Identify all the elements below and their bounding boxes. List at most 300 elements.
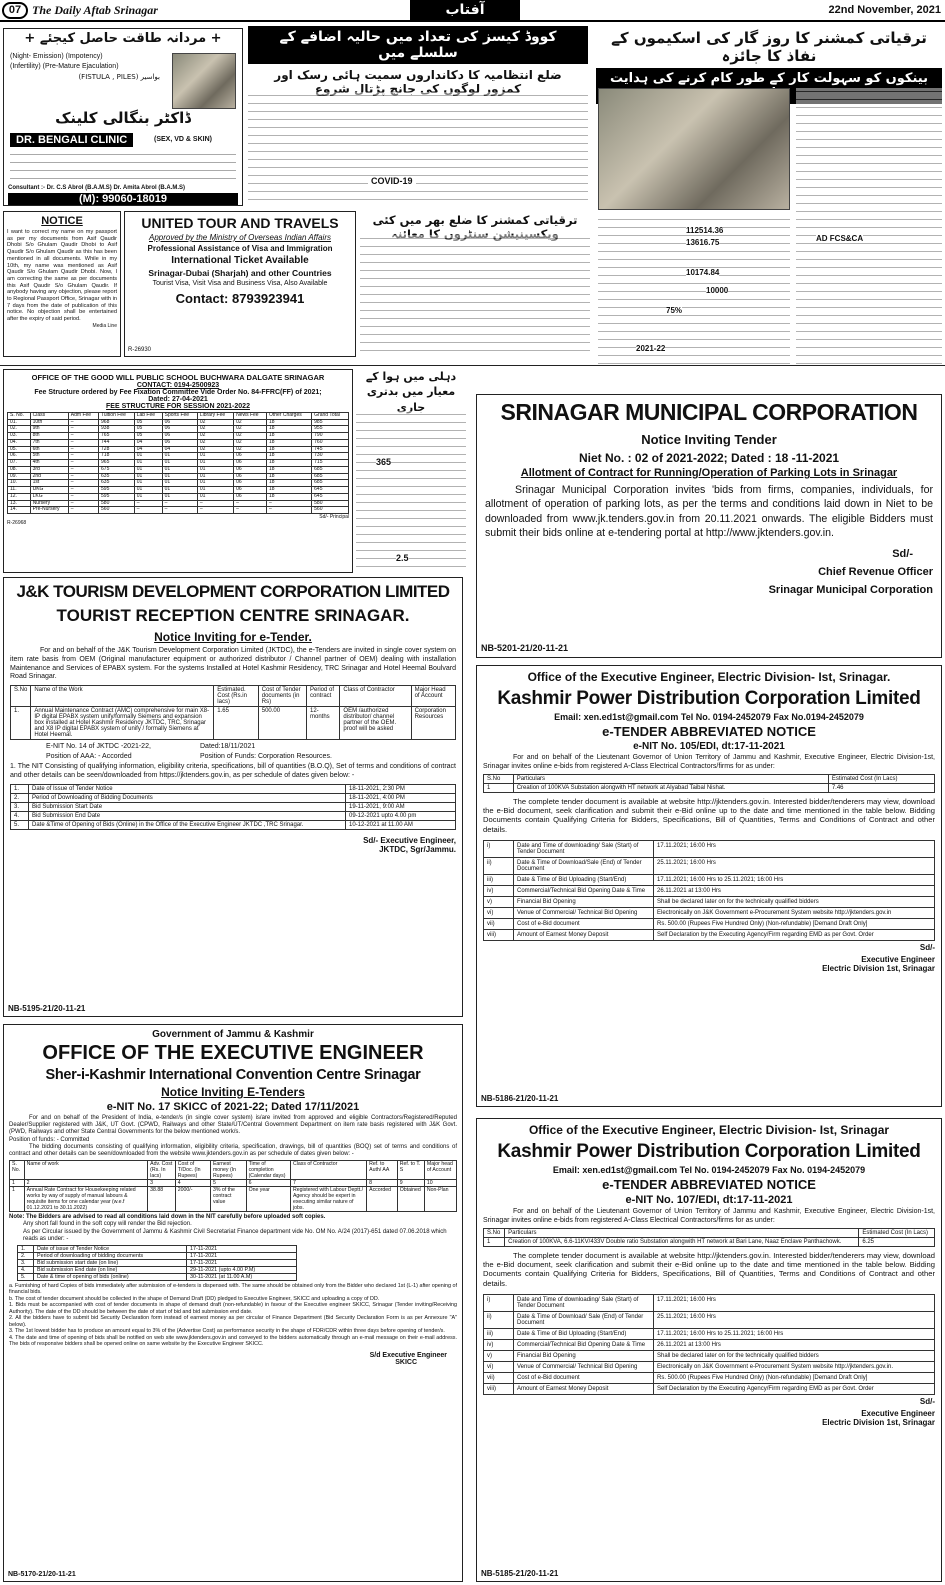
table-row xyxy=(484,1340,935,1351)
table-cell: 2. xyxy=(18,1252,34,1259)
table-cell: 01 xyxy=(197,487,233,494)
table-row xyxy=(8,453,349,460)
table-cell: – xyxy=(134,500,162,507)
table-cell: Bid Submission End Date xyxy=(29,811,346,820)
table-cell: 02 xyxy=(197,439,233,446)
table-cell: Obtained xyxy=(397,1187,424,1212)
smc-sig1: Chief Revenue Officer xyxy=(818,566,933,579)
table-cell: 01 xyxy=(162,466,197,473)
table-cell: 635 xyxy=(99,473,135,480)
table-cell: 06 xyxy=(234,466,267,473)
table-row xyxy=(484,897,935,908)
figure-3: 10174.84 xyxy=(686,268,720,277)
table-cell: 25.11.2021; 16:00 Hrs xyxy=(654,1312,935,1329)
table-cell: 18 xyxy=(266,466,311,473)
table-cell: 01 xyxy=(162,487,197,494)
smc-niet: Niet No. : 02 of 2021-2022; Dated : 18 -11-2021 xyxy=(578,451,840,465)
passport-notice-title: NOTICE xyxy=(41,215,83,227)
table-cell: 06 xyxy=(234,473,267,480)
skicc-title1: OFFICE OF THE EXECUTIVE ENGINEER xyxy=(42,1042,424,1064)
table-header-cell: Major Head of Account xyxy=(411,686,455,707)
table-cell: – xyxy=(266,507,311,514)
table-cell: – xyxy=(68,433,98,440)
travel-ref: R-26930 xyxy=(128,346,152,353)
table-cell: 635 xyxy=(99,480,135,487)
table-header-cell: Earnest money (In Rupees) xyxy=(210,1161,246,1180)
table-cell: 17-11-2021 xyxy=(187,1259,297,1266)
table-cell: 29-11-2021 (upto 4.00 P.M) xyxy=(187,1266,297,1273)
table-cell: – xyxy=(68,460,98,467)
clinic-consultant: Consultant :- Dr. C.S Abrol (B.A.M.S) Dr. Amita Abrol (B.A.M.S) xyxy=(8,185,185,191)
kpdcl1-ref: NB-5186-21/20-11-21 xyxy=(481,1094,559,1103)
table-cell: 06 xyxy=(162,439,197,446)
jktdc-notice: Notice Inviting for e-Tender. xyxy=(154,630,312,644)
table-cell: 1st xyxy=(30,480,68,487)
table-cell: Date & Time of Download/Sale (End) of Tender Document xyxy=(514,858,654,875)
table-cell: 4th xyxy=(30,460,68,467)
table-cell: 3. xyxy=(11,802,29,811)
table-cell: 645 xyxy=(312,493,349,500)
jktdc-ref: NB-5195-21/20-11-21 xyxy=(8,1004,86,1013)
table-cell: 38.88 xyxy=(148,1187,176,1212)
jktdc-enit-row xyxy=(10,743,456,763)
table-row xyxy=(8,480,349,487)
table-row xyxy=(484,1362,935,1373)
table-row xyxy=(8,446,349,453)
table-cell: 968 xyxy=(99,419,135,426)
table-cell: 06 xyxy=(162,433,197,440)
kpdcl-tender-107 xyxy=(476,1118,942,1582)
table-cell: 580 xyxy=(99,500,135,507)
table-cell: 06. xyxy=(8,453,31,460)
travel-title: UNITED TOUR AND TRAVELS xyxy=(141,215,339,231)
skicc-intro: For and on behalf of the President of India, e-tender/s (in single cover system) is/are invited from approved and eligible Contractors/Registered/Reputed Dealer/Supplier registered with J&K, UT Govt. (CPWD, Railways and other State/UT/Central Government Department on item rate basis registered with J&K Govt. (PWD, Railways and other State Central Governments for the below mentioned work/s. xyxy=(9,1115,457,1136)
table-row xyxy=(11,793,456,802)
covid-story xyxy=(248,26,588,206)
table-cell: vii) xyxy=(484,1373,514,1384)
kpdcl1-email: Email: xen.ed1st@gmail.com Tel No. 0194-2452079 Fax No.0194-2452079 xyxy=(554,712,864,722)
table-cell: 715 xyxy=(312,460,349,467)
table-cell: 26.11.2021 at 13:00 Hrs xyxy=(654,886,935,897)
table-row xyxy=(484,841,935,858)
clinic-name: DR. BENGALI CLINIC xyxy=(10,133,133,147)
table-cell: Shall be declared later on for the technically qualified bidders xyxy=(654,897,935,908)
skicc-conditions xyxy=(9,1283,457,1348)
table-cell: 10-12-2021 at 11.00 AM xyxy=(346,820,456,829)
table-cell: iv) xyxy=(484,886,514,897)
table-cell: 01 xyxy=(162,453,197,460)
school-sig: Sd/- Principal xyxy=(319,514,349,520)
table-cell: – xyxy=(68,473,98,480)
table-cell: Electronically on J&K Government e-Procurement System website http://jktenders.gov.in xyxy=(654,908,935,919)
table-cell: 05. xyxy=(8,446,31,453)
meeting-photo xyxy=(598,88,790,210)
table-cell: i) xyxy=(484,841,514,858)
skicc-position: Position of funds: - Committed xyxy=(9,1136,90,1143)
table-cell: iv) xyxy=(484,1340,514,1351)
table-row xyxy=(8,433,349,440)
table-cell: 06 xyxy=(162,426,197,433)
table-cell: – xyxy=(266,500,311,507)
table-cell: Date of Issue of Tender Notice xyxy=(29,784,346,793)
table-cell: 02 xyxy=(234,446,267,453)
table-cell: viii) xyxy=(484,930,514,941)
table-row xyxy=(18,1259,297,1266)
school-contact: CONTACT: 0194-2500923 xyxy=(136,382,220,389)
condition-item: a. Furnishing of hard Copies of bids immediately after submission of e-tenders is dispensed with. The same should be obtained only from the Bidder who declared 1st (L-1) after opening of financial bids. xyxy=(9,1282,457,1296)
table-header-cell: Particulars xyxy=(505,1228,859,1237)
table-row xyxy=(484,1312,935,1329)
table-cell: 11. xyxy=(8,487,31,494)
table-row xyxy=(8,507,349,514)
table-header-cell: S. No. xyxy=(10,1161,25,1180)
table-row xyxy=(484,1329,935,1340)
table-cell: 728 xyxy=(99,446,135,453)
clinic-details xyxy=(10,151,236,181)
table-cell: 13. xyxy=(8,500,31,507)
table-cell: 718 xyxy=(99,453,135,460)
table-header-cell: Adv. Cost (Rs. In lacs) xyxy=(148,1161,176,1180)
table-cell: 685 xyxy=(312,466,349,473)
table-cell: 5th xyxy=(30,453,68,460)
table-cell: 560 xyxy=(312,507,349,514)
table-cell: Financial Bid Opening xyxy=(514,1351,654,1362)
covid-tag: COVID-19 xyxy=(368,176,416,186)
table-cell: 01 xyxy=(134,493,162,500)
table-header-cell: Library Fee xyxy=(197,413,233,420)
skicc-ref: NB-5170-21/20-11-21 xyxy=(8,1571,76,1578)
table-row xyxy=(484,1351,935,1362)
table-cell: 18 xyxy=(266,473,311,480)
table-cell: Date & Time of Download/ Sale (End) of Tender Document xyxy=(514,1312,654,1329)
doctor-photo xyxy=(172,53,236,109)
table-cell: 17.11.2021; 16:00 Hrs xyxy=(654,1295,935,1312)
table-row xyxy=(8,466,349,473)
condition-item: 3. The 1st lowest bidder has to produce an amount equal to 3% of the (Advertise Cost) as performance security in the shape of FDR/CDR within three days before opening of tender/s. xyxy=(9,1328,445,1335)
school-dated: Dated: 27-04-2021 xyxy=(148,396,208,403)
table-cell: Cost of e-Bid document xyxy=(514,919,654,930)
jktdc-work-table xyxy=(10,685,456,740)
table-cell: 8th xyxy=(30,433,68,440)
table-header-cell: Cost of Tender documents (in Rs) xyxy=(258,686,306,707)
table-cell: Rs. 500.00 (Rupees Five Hundred Only) (Non-refundable) [Demand Draft Only] xyxy=(654,1373,935,1384)
development-body-right xyxy=(796,88,942,364)
delhi-air-body xyxy=(356,411,466,571)
table-header-cell: News Fee xyxy=(234,413,267,420)
clinic-specialty: (SEX, VD & SKIN) xyxy=(154,136,212,143)
kpdcl1-schedule-table xyxy=(483,840,935,941)
table-cell: – xyxy=(162,507,197,514)
table-cell: 05 xyxy=(134,419,162,426)
table-header-cell: S. No. xyxy=(8,413,31,420)
table-header-cell: Class of Contractor xyxy=(340,686,411,707)
table-cell: ii) xyxy=(484,858,514,875)
table-cell: 938 xyxy=(99,426,135,433)
table-cell: 560 xyxy=(99,507,135,514)
table-header-cell: S.No xyxy=(484,1228,505,1237)
table-cell: 1 xyxy=(484,1237,505,1246)
table-cell: i) xyxy=(484,1295,514,1312)
table-row xyxy=(11,784,456,793)
kpdcl1-sig1: Executive Engineer xyxy=(861,955,935,965)
vaccination-body xyxy=(360,235,590,357)
table-cell: ii) xyxy=(484,1312,514,1329)
passport-notice-body: I want to correct my name on my passport as per my documents from Asif Qaudir Dhobi S/o Ghulam Qaudir Dhobi to Asif Qaudir S/o Ghulam Qaudir as this has been mentioned in all documents. While in my 10th, my name was mentioned as Asif Qaudir S/o Ghulam Qaudir Dhobi. Now, I am correcting the same as per documents this Asif Qaudir S/o Ghulam Qaudir. If anybody having any objection, please report to Regional Passport Office, Srinagar with in 7 days from the date of publication of this notice. No objection shall be entertained after the expiry of said period. xyxy=(7,229,117,323)
masthead xyxy=(0,0,945,22)
skicc-note3: As per Circular issued by the Government of Jammu & Kashmir Civil Secretariat Finance department vide No. OM No. A/24 (2017)-651 dated 07.06.2018 which reads as under: - xyxy=(23,1228,447,1242)
masthead-logo: آفتاب xyxy=(410,0,520,20)
table-cell: – xyxy=(234,507,267,514)
figure-4: 10000 xyxy=(706,286,729,295)
kpdcl1-work-table xyxy=(483,774,935,793)
table-cell: 17-11-2021 xyxy=(187,1245,297,1252)
table-cell: 04 xyxy=(162,446,197,453)
kpdcl2-sd: Sd/- xyxy=(919,1397,935,1407)
condition-item: 1. Bids must be accompanied with cost of tender documents in shape of demand draft (non-refundable) in favour of the Executive engineer SKICC, Srinagar (Tender inviting/Receiving Authority). The date of the DD should be between the date of start of bid and bid submission end date. xyxy=(9,1302,457,1315)
table-cell: 01 xyxy=(162,493,197,500)
table-cell: 4. xyxy=(18,1266,34,1273)
development-subhead: بینکوں کو سہولت کار کے طور کام کرنے کی ہدایت xyxy=(596,68,942,104)
skicc-title2: Sher-i-Kashmir International Convention Centre Srinagar xyxy=(45,1067,421,1083)
table-cell: 06 xyxy=(234,460,267,467)
table-row xyxy=(18,1266,297,1273)
table-header-cell: Class xyxy=(30,413,68,420)
table-cell: Commercial/Technical Bid Opening Date & Time xyxy=(514,886,654,897)
condition-item: 2. All the bidders have to submit bid Security Declaration form instead of earnest money as per circular of Finance Department (Bid Security Declaration Form is as per Annexure "A" below). xyxy=(9,1315,457,1328)
table-cell: Date &Time of Opening of Bids (Online) in the Office of the Executive Engineer JKTDC ,TRC Srinagar. xyxy=(29,820,346,829)
table-cell: 04 xyxy=(134,439,162,446)
skicc-tender xyxy=(3,1024,463,1582)
table-cell: 01 xyxy=(134,460,162,467)
table-cell: 01. xyxy=(8,419,31,426)
table-cell: 685 xyxy=(312,480,349,487)
kpdcl2-nit: e-NIT No. 107/EDI, dt:17-11-2021 xyxy=(625,1194,793,1206)
kpdcl1-office: Office of the Executive Engineer, Electric Division- Ist, Srinagar. xyxy=(527,670,891,684)
table-cell: 1. xyxy=(11,707,31,740)
table-cell: 18 xyxy=(266,433,311,440)
clinic-line2: (Infertility) (Pre-Mature Ejaculation) xyxy=(10,63,119,70)
kpdcl1-title: Kashmir Power Distribution Corporation Limited xyxy=(497,688,921,709)
table-cell: 7th xyxy=(30,439,68,446)
table-row xyxy=(484,1384,935,1395)
table-cell: 760 xyxy=(312,439,349,446)
table-cell: Pre-Nursery xyxy=(30,507,68,514)
table-header-cell: 1 xyxy=(10,1180,25,1187)
kpdcl1-sd: Sd/- xyxy=(919,943,935,953)
table-cell: Period of downloading of bidding documents xyxy=(34,1252,187,1259)
table-row xyxy=(18,1245,297,1252)
table-cell: 17-11-2021 xyxy=(187,1252,297,1259)
table-header-cell: Major head of Account xyxy=(424,1161,456,1180)
table-row xyxy=(18,1273,297,1280)
table-cell: 18 xyxy=(266,426,311,433)
covid-headline-bottom: ضلع انتظامیہ کا دکانداروں سمیت ہائی رسک اور کمزور لوگوں کی جانچ پڑتال شروع xyxy=(274,68,562,96)
table-cell: 05 xyxy=(134,433,162,440)
table-cell: 09. xyxy=(8,473,31,480)
table-cell: 5. xyxy=(11,820,29,829)
table-cell: – xyxy=(162,500,197,507)
table-cell: Corporation Resources xyxy=(411,707,455,740)
table-cell: 3rd xyxy=(30,466,68,473)
skicc-note: Note: The Bidders are advised to read all conditions laid down in the NIT carefully before uploaded soft copies. xyxy=(9,1214,326,1221)
skicc-sig1: S/d Executive Engineer xyxy=(369,1351,447,1359)
travel-line3: Srinagar-Dubai (Sharjah) and other Countries xyxy=(148,268,332,278)
kpdcl2-title: Kashmir Power Distribution Corporation Limited xyxy=(497,1141,921,1162)
table-cell: 01 xyxy=(134,487,162,494)
table-cell: Rs. 500.00 (Rupees Five Hundred Only) (Non-refundable) [Demand Draft Only] xyxy=(654,919,935,930)
table-cell: 675 xyxy=(99,466,135,473)
table-cell: – xyxy=(234,500,267,507)
table-cell: – xyxy=(68,426,98,433)
table-cell: 18 xyxy=(266,453,311,460)
clinic-headline: + مردانہ طاقت حاصل کیجئے + xyxy=(24,31,222,46)
table-cell: vii) xyxy=(484,919,514,930)
table-cell: Venue of Commercial/ Technical Bid Opening xyxy=(514,1362,654,1373)
skicc-para: The bidding documents consisting of qualifying information, eligibility criteria, specification, drawings, bill of quantities (BOQ) set of terms and conditions of contract and other details can be seen/downloaded from the website www.jktenders.gov.in as per schedule of dates given below: - xyxy=(9,1143,457,1157)
table-cell: 2000/- xyxy=(175,1187,210,1212)
table-header-cell: Name of work xyxy=(24,1161,148,1180)
skicc-note2: Any short fall found in the soft copy will render the Bid rejection. xyxy=(23,1221,192,1228)
table-cell: 06 xyxy=(234,480,267,487)
table-cell: Annual Rate Contract for Housekeeping related works by way of supply of manual labours & requisite items for one calendar year (w.e.f 01.12.2021 to 30.11.2022) xyxy=(24,1187,148,1212)
table-cell: iii) xyxy=(484,875,514,886)
table-row xyxy=(11,802,456,811)
figure-1: 112514.36 xyxy=(686,226,724,235)
travel-line4: Tourist Visa, Visit Visa and Business Visa, Also Available xyxy=(152,280,328,287)
table-cell: 01 xyxy=(134,453,162,460)
figure-7: AD FCS&CA xyxy=(816,234,864,243)
table-cell: 6.25 xyxy=(859,1237,935,1246)
table-cell: 744 xyxy=(99,439,135,446)
table-cell: Date and Time of downloading/ Sale (Start) of Tender Document xyxy=(514,841,654,858)
table-cell: 01 xyxy=(134,480,162,487)
smc-body: Srinagar Municipal Corporation invites 'bids from firms, companies, individuals, for allotment of operation of parking lots, as per the terms and conditions laid down in Niet to be downloaded from www.jk.tenders.gov.in from 20.11.2021 onwards. The eligible Bidders must submit their bids online at e-tendering portal at http://www.jktenders.gov.in. xyxy=(485,484,933,539)
delhi-air-story xyxy=(356,369,466,573)
table-cell: – xyxy=(68,419,98,426)
table-row xyxy=(484,930,935,941)
smc-sig2: Srinagar Municipal Corporation xyxy=(768,584,933,597)
table-header-cell: Time of completion (Calendar days) xyxy=(246,1161,290,1180)
table-cell: 6th xyxy=(30,446,68,453)
delhi-figure-2: 2.5 xyxy=(396,553,409,563)
table-cell: 06 xyxy=(162,419,197,426)
table-cell: 01 xyxy=(162,473,197,480)
table-row xyxy=(484,875,935,886)
table-cell: 1 xyxy=(484,783,514,792)
table-row xyxy=(484,1295,935,1312)
kpdcl2-email: Email: xen.ed1st@gmail.com Tel No. 0194-2452079 Fax No. 0194-2452079 xyxy=(552,1165,866,1175)
table-row xyxy=(8,439,349,446)
kpdcl2-ref: NB-5185-21/20-11-21 xyxy=(481,1569,559,1578)
vaccination-story xyxy=(360,211,590,359)
kpdcl2-schedule-table xyxy=(483,1294,935,1395)
table-row xyxy=(8,493,349,500)
table-cell: – xyxy=(68,487,98,494)
table-cell: – xyxy=(134,507,162,514)
table-header-cell: 5 xyxy=(210,1180,246,1187)
development-headline: ترقیاتی کمشنر کا روز گار کی اسکیموں کے نفاذ کا جائزہ xyxy=(611,29,927,65)
skicc-gov: Government of Jammu & Kashmir xyxy=(152,1029,314,1040)
table-cell: 985 xyxy=(312,419,349,426)
table-header-cell: Ref. to T. S xyxy=(397,1161,424,1180)
table-cell: Venue of Commercial/ Technical Bid Opening xyxy=(514,908,654,919)
table-row xyxy=(11,820,456,829)
table-row xyxy=(8,473,349,480)
table-cell: Date of issue of Tender Notice xyxy=(34,1245,187,1252)
covid-headline-top: کووڈ کیسز کی تعداد میں حالیہ اضافے کے سلسلے میں xyxy=(248,26,588,64)
kpdcl2-sig2: Electric Division 1st, Srinagar xyxy=(822,1418,935,1428)
jktdc-title1: J&K TOURISM DEVELOPMENT CORPORATION LIMITED xyxy=(16,582,450,601)
table-cell: 06 xyxy=(234,453,267,460)
table-cell: 17.11.2021; 16:00 Hrs to 25.11.2021; 16:00 Hrs xyxy=(654,1329,935,1340)
table-header-cell: 7 xyxy=(290,1180,366,1187)
table-cell: – xyxy=(68,466,98,473)
table-cell: 3% of the contract value xyxy=(210,1187,246,1212)
kpdcl1-intro: For and on behalf of the Lieutenant Governor of Union Territory of Jammu and Kashmir, Executive Engineer, Electric Division-1st, Srinagar invites online e-bids from registered A-Class Electrical Contractors/firms for as under: xyxy=(483,754,935,770)
table-cell: Electronically on J&K Government e-Procurement System website http://jktenders.gov.in. xyxy=(654,1362,935,1373)
table-row xyxy=(484,908,935,919)
table-cell: Bid Submission Start Date xyxy=(29,802,346,811)
table-cell: OEM /authorized distributor/ channel partner of the OEM. proof will be asked xyxy=(340,707,411,740)
table-cell: Amount of Earnest Money Deposit xyxy=(514,1384,654,1395)
table-cell: 01 xyxy=(197,460,233,467)
skicc-work-table xyxy=(9,1160,457,1212)
table-cell: 595 xyxy=(99,493,135,500)
skicc-notice: Notice Inviting E-Tenders xyxy=(161,1085,305,1099)
table-cell: Cost of e-Bid document xyxy=(514,1373,654,1384)
table-cell: 30-11-2021 (at 11.00 A.M) xyxy=(187,1273,297,1280)
table-cell: 02 xyxy=(197,433,233,440)
table-cell: UKG xyxy=(30,487,68,494)
table-header-cell: Other Charges xyxy=(266,413,311,420)
table-cell: Non-Plan xyxy=(424,1187,456,1212)
jktdc-enit: E-NIT No. 14 of JKTDC -2021-22, xyxy=(46,743,151,750)
table-cell: Bid submission End date (on line) xyxy=(34,1266,187,1273)
table-cell: Commercial/Technical Bid Opening Date & Time xyxy=(514,1340,654,1351)
page-number: 07 xyxy=(2,2,28,19)
table-header-cell: S.No xyxy=(11,686,31,707)
fee-table xyxy=(7,412,349,514)
travel-ad xyxy=(124,211,356,357)
table-cell: 05 xyxy=(134,426,162,433)
table-cell: 1. xyxy=(18,1245,34,1252)
clinic-ad xyxy=(3,28,243,206)
table-cell: 14. xyxy=(8,507,31,514)
table-cell: 12. xyxy=(8,493,31,500)
table-row xyxy=(8,419,349,426)
smc-tender xyxy=(476,394,942,658)
table-header-cell: 10 xyxy=(424,1180,456,1187)
table-cell: – xyxy=(68,453,98,460)
table-header-cell: Particulars xyxy=(513,774,828,783)
table-cell: 04. xyxy=(8,439,31,446)
table-cell: 645 xyxy=(312,487,349,494)
passport-notice-sig: Media Line xyxy=(92,322,117,329)
table-cell: v) xyxy=(484,897,514,908)
paper-name: The Daily Aftab Srinagar xyxy=(32,3,158,17)
jktdc-funds: Position of Funds: Corporation Resources. xyxy=(200,753,332,760)
travel-contact: Contact: 8793923941 xyxy=(175,291,305,306)
table-header-cell: Estimated Cost (In Lacs) xyxy=(828,774,934,783)
table-row xyxy=(484,919,935,930)
table-cell: 765 xyxy=(99,433,135,440)
table-cell: Bid submission start date (on line) xyxy=(34,1259,187,1266)
table-cell: 10th xyxy=(30,419,68,426)
table-cell: 25.11.2021; 16:00 Hrs xyxy=(654,858,935,875)
table-cell: 19-11-2021, 9:00 AM xyxy=(346,802,456,811)
kpdcl1-para: The complete tender document is available at website http://jktenders.gov.in. Interested bidder/tenderers may view, download the e-Bid document, seek clarification and submit their e-Bid online up to the date and time mentioned in the table below. Bidding Documents contain Qualifying Criteria for Bidders, Specifications, Bill of Quantities, Terms and Conditions of Contract and other details. xyxy=(483,796,935,834)
table-cell: 3. xyxy=(18,1259,34,1266)
